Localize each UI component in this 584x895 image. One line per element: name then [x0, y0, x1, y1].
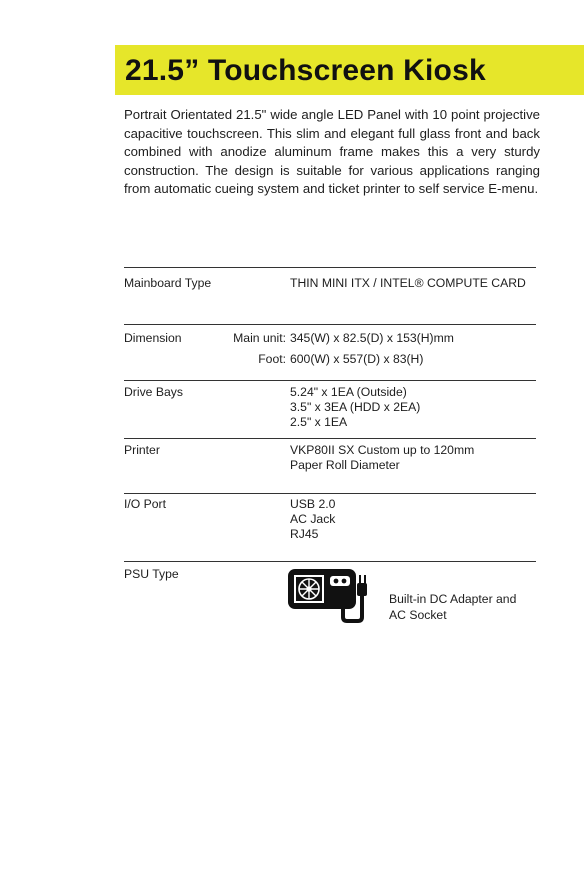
spec-value-drive-bay: 3.5" x 3EA (HDD x 2EA)	[290, 400, 421, 414]
spec-value-mainboard: THIN MINI ITX / INTEL® COMPUTE CARD	[290, 276, 526, 290]
divider	[124, 380, 536, 381]
spec-label-drive-bays: Drive Bays	[124, 385, 183, 399]
spec-label-mainboard: Mainboard Type	[124, 276, 212, 290]
spec-sublabel-main-unit: Main unit:	[233, 331, 286, 345]
divider	[124, 561, 536, 562]
spec-label-printer: Printer	[124, 443, 160, 457]
divider	[124, 493, 536, 494]
title-banner	[115, 45, 584, 95]
spec-value-drive-bay: 5.24" x 1EA (Outside)	[290, 385, 407, 399]
spec-value-io-port: RJ45	[290, 527, 319, 541]
divider	[124, 438, 536, 439]
spec-label-io-port: I/O Port	[124, 497, 166, 511]
spec-sublabel-foot: Foot:	[258, 352, 286, 366]
spec-value-io-port: USB 2.0	[290, 497, 336, 511]
spec-value-printer: VKP80II SX Custom up to 120mm	[290, 443, 475, 457]
divider	[124, 267, 536, 268]
spec-label-psu-type: PSU Type	[124, 567, 179, 581]
spec-value-io-port: AC Jack	[290, 512, 336, 526]
power-supply-icon	[287, 567, 377, 623]
divider	[124, 324, 536, 325]
psu-description-line: Built-in DC Adapter and	[389, 592, 517, 606]
spec-value-foot: 600(W) x 557(D) x 83(H)	[290, 352, 424, 366]
spec-value-psu	[389, 592, 516, 623]
spec-label-dimension: Dimension	[124, 331, 182, 345]
psu-description-line: AC Socket	[389, 607, 447, 622]
product-description: Portrait Orientated 21.5" wide angle LED Panel with 10 point projective capacitive touchscreen. This slim and elegant full glass front and back combined with anodize aluminum frame makes this a very sturdy construction. The design is suitable for various applications ranging from automatic cueing system and ticket printer to self service E-menu.	[124, 107, 540, 197]
spec-value-main-unit: 345(W) x 82.5(D) x 153(H)mm	[290, 331, 454, 345]
spec-value-printer: Paper Roll Diameter	[290, 458, 400, 472]
spec-value-drive-bay: 2.5" x 1EA	[290, 415, 348, 429]
page-title: 21.5” Touchscreen Kiosk	[125, 54, 486, 87]
